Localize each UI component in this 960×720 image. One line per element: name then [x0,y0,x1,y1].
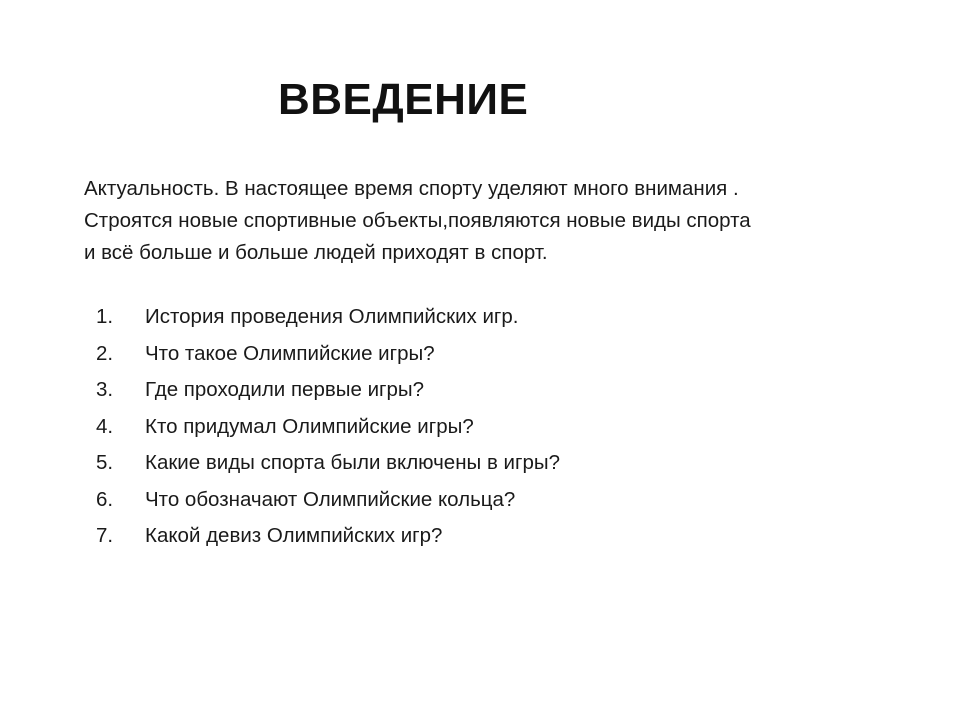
list-item [96,409,560,446]
list-item-number: 3. [96,378,114,401]
slide-title: ВВЕДЕНИЕ [278,75,529,124]
list-item-text: Какой девиз Олимпийских игр? [145,524,443,547]
list-item-number: 5. [96,451,114,474]
list-item [96,299,560,336]
intro-line: и всё больше и больше людей приходят в спорт. [84,241,548,264]
list-item-number: 1. [96,305,114,328]
intro-paragraph [84,173,884,269]
list-item-number: 6. [96,487,114,511]
intro-line: Актуальность. В настоящее время спорту уделяют много внимания . [84,177,739,200]
list-item [96,482,560,519]
list-item-text: Какие виды спорта были включены в игры? [145,451,560,474]
list-item-number: 2. [96,341,114,365]
list-item-number: 7. [96,524,114,547]
list-item-text: Что обозначают Олимпийские кольца? [145,487,516,511]
list-item [96,372,560,409]
list-item [96,336,560,373]
list-item-text: Что такое Олимпийские игры? [145,341,435,365]
list-item-text: Где проходили первые игры? [145,378,425,401]
questions-list [96,299,560,555]
list-item [96,445,560,482]
list-item [96,518,560,555]
list-item-text: Кто придумал Олимпийские игры? [145,414,474,438]
list-item-number: 4. [96,414,114,438]
list-item-text: История проведения Олимпийских игр. [145,305,519,328]
intro-line: Строятся новые спортивные объекты,появляются новые виды спорта [84,209,751,232]
